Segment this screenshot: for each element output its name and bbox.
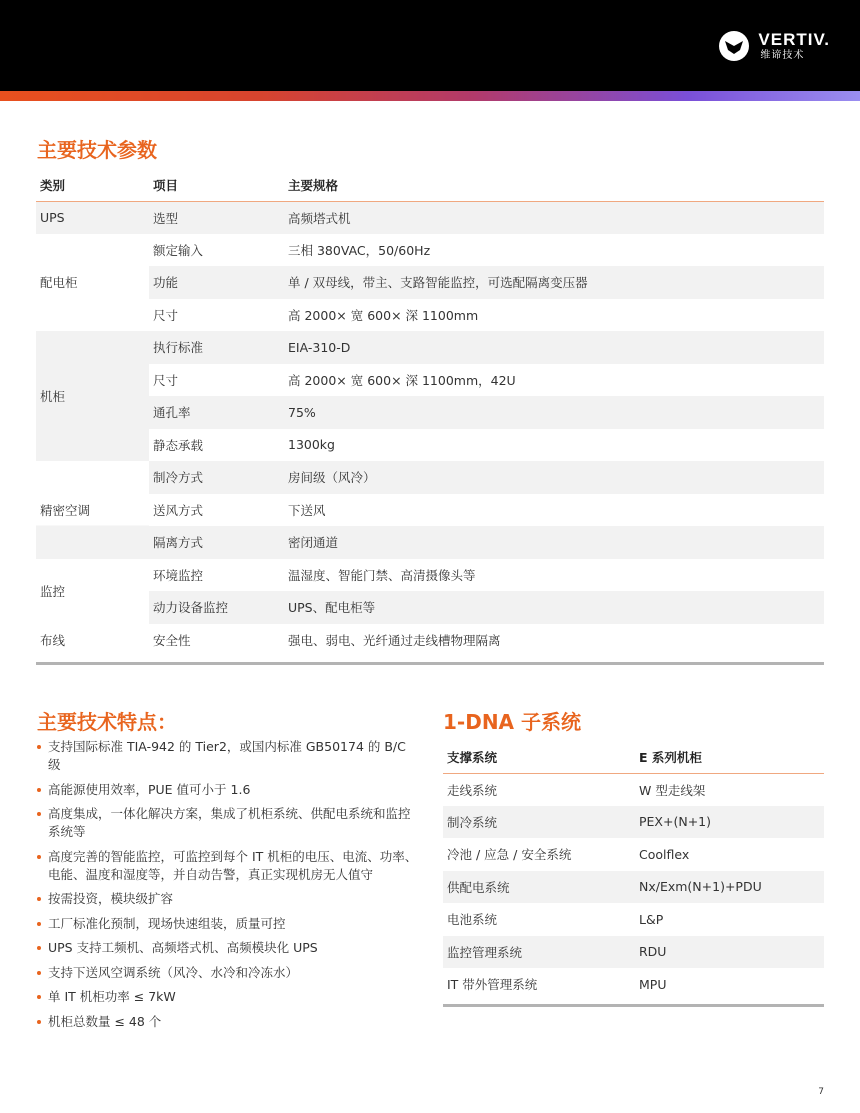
spec-cell: UPS、配电柜等 (284, 591, 824, 624)
list-item: 支持国际标准 TIA-942 的 Tier2，或国内标准 GB50174 的 B/C 级 (37, 738, 422, 774)
list-item: 机柜总数量 ≤ 48 个 (37, 1013, 422, 1031)
table-row (36, 591, 824, 624)
system-cell: 电池系统 (447, 912, 498, 928)
dna-table-bottom-rule (443, 1004, 824, 1007)
table-row (36, 494, 824, 527)
list-item: 高能源使用效率，PUE 值可小于 1.6 (37, 781, 422, 799)
table-row (36, 559, 824, 592)
system-cell: 供配电系统 (443, 871, 635, 904)
list-item: 工厂标准化预制，现场快速组装，质量可控 (37, 915, 422, 933)
header-product: E 系列机柜 (635, 742, 824, 773)
spec-section-title: 主要技术参数 (37, 138, 157, 162)
item-cell: 安全性 (149, 624, 284, 657)
item-cell: 尺寸 (149, 364, 284, 397)
table-row (36, 234, 824, 267)
spec-cell: 75% (284, 396, 824, 429)
table-row (36, 266, 824, 299)
dna-section-title: 1-DNA 子系统 (443, 710, 581, 734)
features-section-title: 主要技术特点： (37, 710, 177, 734)
table-row (36, 396, 824, 429)
brand-subtitle: 维谛技术 (760, 49, 805, 61)
item-cell: 送风方式 (149, 494, 284, 527)
dna-table (443, 742, 824, 1001)
gradient-divider (0, 91, 860, 101)
product-cell: L&P (639, 911, 664, 927)
spec-cell: 强电、弱电、光纤通过走线槽物理隔离 (284, 624, 824, 657)
spec-table-header (36, 170, 824, 201)
product-cell: PEX+(N+1) (635, 806, 824, 839)
vertiv-logo (718, 28, 830, 64)
product-cell: Nx/Exm(N+1)+PDU (635, 871, 824, 904)
spec-cell: 高 2000× 宽 600× 深 1100mm，42U (284, 364, 824, 397)
product-cell: MPU (639, 976, 667, 992)
table-row (443, 968, 824, 1001)
features-list (37, 738, 422, 1037)
table-row (36, 429, 824, 462)
system-cell: 冷池 / 应急 / 安全系统 (447, 847, 572, 863)
spec-cell: 单 / 双母线，带主、支路智能监控，可选配隔离变压器 (284, 266, 824, 299)
list-item: 高度集成，一体化解决方案，集成了机柜系统、供配电系统和监控系统等 (37, 805, 422, 841)
item-cell: 制冷方式 (149, 461, 284, 494)
category-cell: 监控 (40, 584, 66, 599)
item-cell: 执行标准 (149, 331, 284, 364)
item-cell: 尺寸 (149, 299, 284, 332)
header-system: 支撑系统 (443, 742, 635, 773)
table-row (36, 461, 824, 494)
product-cell: W 型走线架 (639, 782, 706, 798)
list-item: 高度完善的智能监控，可监控到每个 IT 机柜的电压、电流、功率、电能、温度和湿度等，并自动告警，真正实现机房无人值守 (37, 848, 422, 884)
product-cell: RDU (635, 936, 824, 969)
spec-cell: 房间级（风冷） (284, 461, 824, 494)
table-row (443, 773, 824, 806)
table-row (443, 838, 824, 871)
category-cell: 精密空调 (36, 461, 149, 559)
table-row (36, 331, 824, 364)
item-cell: 功能 (149, 266, 284, 299)
table-row (36, 201, 824, 234)
header-spec: 主要规格 (284, 170, 824, 201)
spec-cell: 高 2000× 宽 600× 深 1100mm (284, 299, 824, 332)
vertiv-logo-icon (718, 30, 750, 62)
system-cell: 制冷系统 (443, 806, 635, 839)
system-cell: 走线系统 (447, 782, 498, 798)
list-item: 单 IT 机柜功率 ≤ 7kW (37, 988, 422, 1006)
spec-cell: 三相 380VAC，50/60Hz (284, 234, 824, 267)
spec-cell: 高频塔式机 (284, 201, 824, 234)
spec-cell: 下送风 (284, 494, 824, 527)
table-row (36, 364, 824, 397)
page-number: 7 (818, 1087, 824, 1097)
item-cell: 动力设备监控 (149, 591, 284, 624)
header-category: 类别 (36, 170, 149, 201)
item-cell: 选型 (149, 201, 284, 234)
table-row (36, 299, 824, 332)
brand-name: VERTIV. (758, 29, 830, 49)
header-item: 项目 (149, 170, 284, 201)
category-cell: UPS (36, 201, 149, 234)
item-cell: 通孔率 (149, 396, 284, 429)
list-item: 按需投资，模块级扩容 (37, 890, 422, 908)
header-band (0, 0, 860, 91)
spec-table-bottom-rule (36, 662, 824, 665)
category-cell: 配电柜 (40, 275, 78, 291)
list-item: 支持下送风空调系统（风冷、水冷和冷冻水） (37, 964, 422, 982)
table-row (36, 624, 824, 657)
list-item: UPS 支持工频机、高频塔式机、高频模块化 UPS (37, 939, 422, 957)
spec-cell: 密闭通道 (284, 526, 824, 559)
table-row (443, 936, 824, 969)
item-cell: 隔离方式 (149, 526, 284, 559)
spec-cell: EIA-310-D (284, 331, 824, 364)
category-cell: 布线 (40, 632, 66, 648)
category-cell: 机柜 (36, 331, 149, 461)
system-cell: IT 带外管理系统 (447, 977, 538, 993)
item-cell: 环境监控 (149, 559, 284, 592)
dna-table-header (443, 742, 824, 773)
spec-table (36, 170, 824, 656)
table-row (443, 806, 824, 839)
spec-cell: 温湿度、智能门禁、高清摄像头等 (284, 559, 824, 592)
spec-cell: 1300kg (284, 429, 824, 462)
table-row (443, 871, 824, 904)
product-cell: Coolflex (639, 846, 690, 862)
system-cell: 监控管理系统 (443, 936, 635, 969)
table-row (443, 903, 824, 936)
item-cell: 额定输入 (149, 234, 284, 267)
table-row (36, 526, 824, 559)
item-cell: 静态承载 (149, 429, 284, 462)
